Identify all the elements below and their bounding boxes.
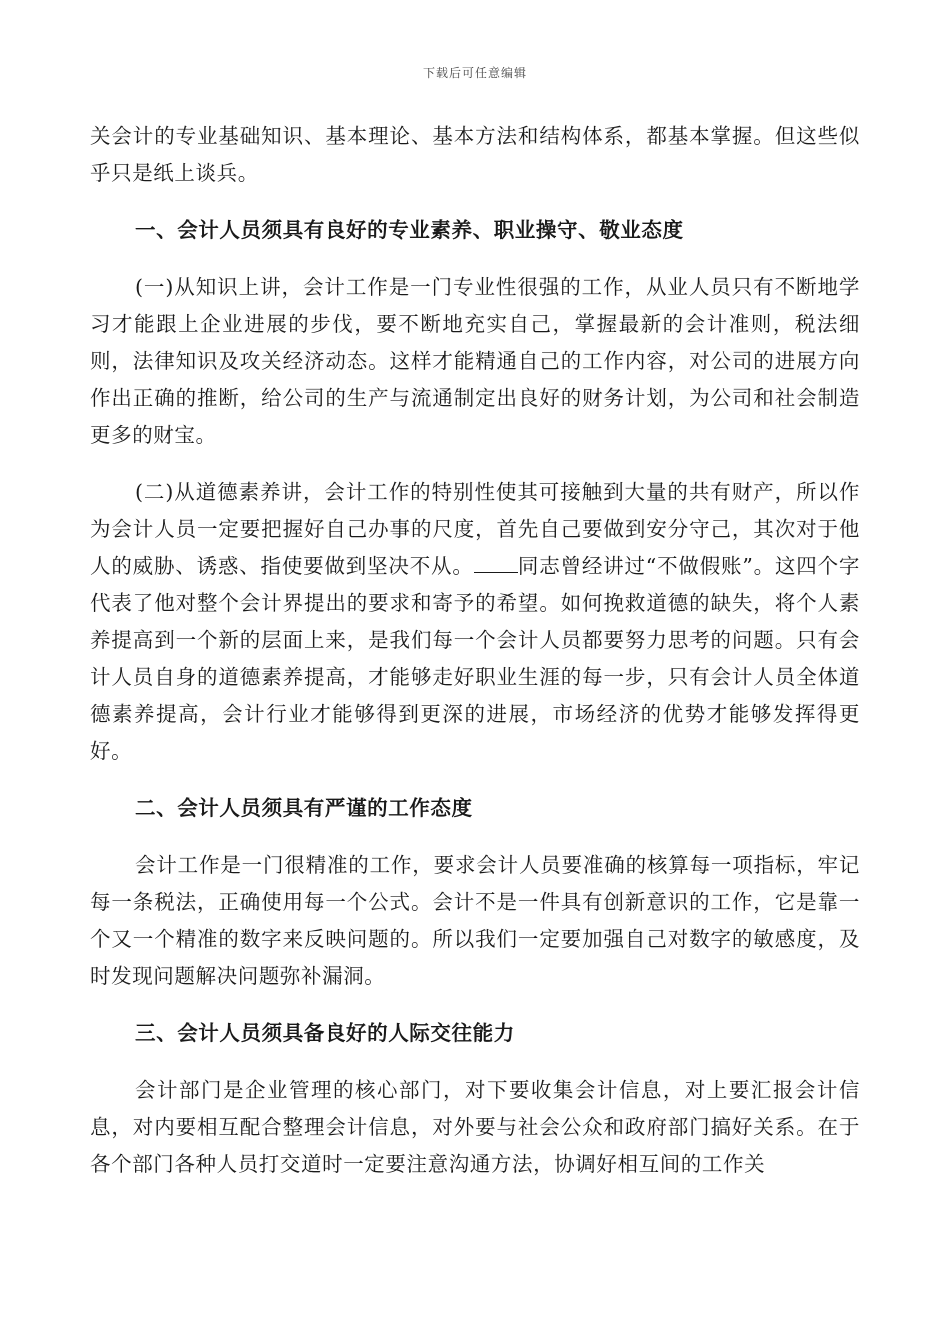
paragraph-ethics	[90, 474, 860, 770]
page-header: 下载后可任意编辑	[422, 66, 527, 80]
paragraph-knowledge: (一)从知识上讲，会计工作是一门专业性很强的工作，从业人员只有不断地学习才能跟上企业进展的步伐，要不断地充实自己，掌握最新的会计准则，税法细则，法律知识及攻关经济动态。这样才能精通自己的工作内容，对公司的进展方向作出正确的推断，给公司的生产与流通制定出良好的财务计划，为公司和社会制造更多的财宝。	[90, 275, 860, 447]
blank-underline	[474, 571, 518, 573]
document-body	[90, 118, 860, 1183]
paragraph-continuation: 关会计的专业基础知识、基本理论、基本方法和结构体系，都基本掌握。但这些似乎只是纸上谈兵。	[90, 124, 860, 185]
section-heading-1: 一、会计人员须具有良好的专业素养、职业操守、敬业态度	[135, 218, 684, 242]
paragraph-rigor: 会计工作是一门很精准的工作，要求会计人员要准确的核算每一项指标，牢记每一条税法，正确使用每一个公式。会计不是一件具有创新意识的工作，它是靠一个又一个精准的数字来反映问题的。所以我们一定要加强自己对数字的敏感度，及时发现问题解决问题弥补漏洞。	[90, 853, 860, 988]
section-heading-2: 二、会计人员须具有严谨的工作态度	[135, 796, 473, 820]
section-heading-3: 三、会计人员须具备良好的人际交往能力	[135, 1021, 515, 1045]
paragraph-ethics-part2: 同志曾经讲过“不做假账”。这四个字代表了他对整个会计界提出的要求和寄予的希望。如何挽救道德的缺失，将个人素养提高到一个新的层面上来，是我们每一个会计人员都要努力思考的问题。只有会计人员自身的道德素养提高，才能够走好职业生涯的每一步，只有会计人员全体道德素养提高，会计行业才能够得到更深的进展，市场经济的优势才能够发挥得更好。	[90, 554, 860, 763]
paragraph-interpersonal: 会计部门是企业管理的核心部门，对下要收集会计信息，对上要汇报会计信息，对内要相互配合整理会计信息，对外要与社会公众和政府部门搞好关系。在于各个部门各种人员打交道时一定要注意沟通方法，协调好相互间的工作关	[90, 1078, 860, 1176]
paragraph-ethics-part1: (二)从道德素养讲，会计工作的特别性使其可接触到大量的共有财产，所以作为会计人员一定要把握好自己办事的尺度，首先自己要做到安分守己，其次对于他人的威胁、诱惑、指使要做到坚决不从。	[90, 480, 860, 578]
